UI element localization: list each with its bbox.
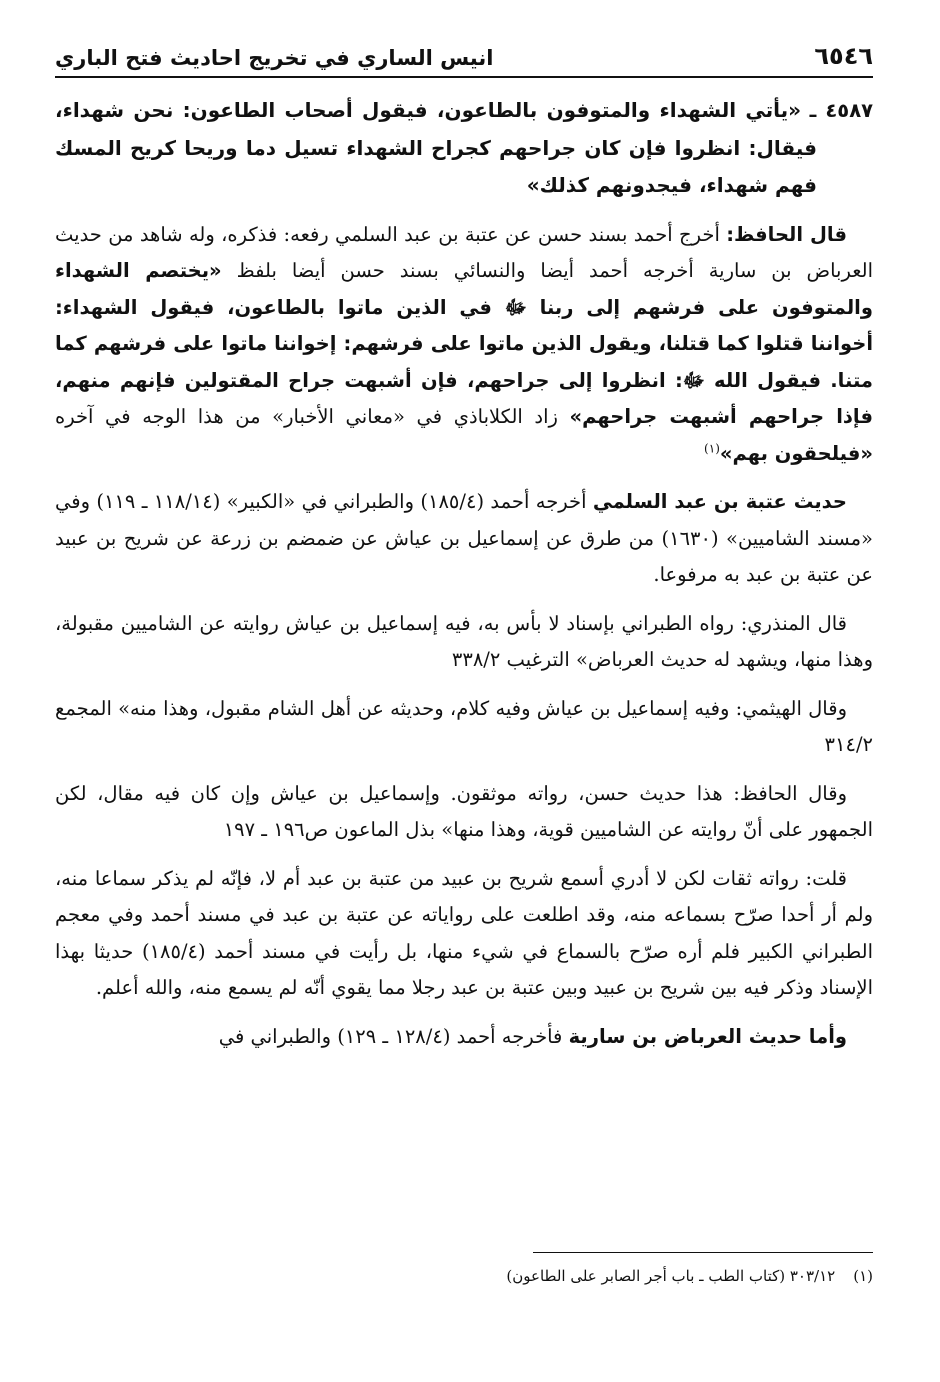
- hafiz-grading-text: وقال الحافظ: هذا حديث حسن، رواته موثقون. وإسماعيل بن عياش وإن كان فيه مقال، لكن الجمهور على أنّ روايته عن الشاميين قوية، وهذا منها» بذل الماعون ص١٩٦ ـ ١٩٧: [55, 781, 873, 841]
- irbad-text: فأخرجه أحمد (١٢٨/٤ ـ ١٢٩) والطبراني في: [218, 1024, 569, 1048]
- hadith-text: «يأتي الشهداء والمتوفون بالطاعون، فيقول أصحاب الطاعون: نحن شهداء، فيقال: انظروا فإن كان جراحهم كجراح الشهداء تسيل دما وريحا كريح المسك فهم شهداء، فيجدونهم كذلك»: [55, 98, 817, 197]
- author-note-text: قلت: رواته ثقات لكن لا أدري أسمع شريح بن عبيد من عتبة بن عبد أم لا، فإنّه لم يذكر سماعا منه، ولم أر أحدا صرّح بسماعه منه، وقد اطلعت على رواياته عن عتبة بن عبد في مسند أحمد وفي معجم الطبراني الكبير فلم أره صرّح بالسماع في شيء منها، بل رأيت في مسند أحمد (١٨٥/٤) حديثا بهذا الإسناد وذكر فيه بين شريح بن عبيد وبين عتبة بن عبد رجلا مما يقوي أنّه لم يسمع منه، والله أعلم.: [55, 866, 873, 999]
- haythami-text: وقال الهيثمي: وفيه إسماعيل بن عياش وفيه كلام، وحديثه عن أهل الشام مقبول، وهذا منه» المجمع ٣١٤/٢: [55, 696, 873, 756]
- mundhiri-text: قال المنذري: رواه الطبراني بإسناد لا بأس به، فيه إسماعيل بن عياش روايته عن الشاميين مقبولة، وهذا منها، ويشهد له حديث العرباض» الترغيب ٣٣٨/٢: [55, 611, 873, 671]
- irbad-lead: وأما حديث العرباض بن سارية: [568, 1024, 847, 1048]
- takhrij-text: أخرجه أحمد (١٨٥/٤) والطبراني في «الكبير» (١١٨/١٤ ـ ١١٩) وفي «مسند الشاميين» (١٦٣٠) من طرق عن إسماعيل بن عياش عن ضمضم بن زرعة عن شريح بن عبيد عن عتبة بن عبد به مرفوعا.: [55, 490, 873, 586]
- haythami-paragraph: [55, 691, 873, 764]
- hafiz-commentary-paragraph: [55, 217, 873, 473]
- book-page: [55, 30, 873, 1350]
- running-title: انيس الساري في تخريج احاديث فتح الباري: [55, 46, 494, 70]
- hafiz-grading-paragraph: [55, 776, 873, 849]
- mundhiri-paragraph: [55, 606, 873, 679]
- addition-quote: «فيلحقون بهم»: [719, 441, 873, 465]
- footnote-mark: (١): [853, 1267, 873, 1285]
- irbad-paragraph: [55, 1019, 873, 1056]
- hafiz-text-2: زاد الكلاباذي في «معاني الأخبار» من هذا الوجه في آخره: [55, 405, 570, 428]
- witness-quote: «يختصم الشهداء والمتوفون على فرشهم إلى ربنا ﷻ في الذين ماتوا بالطاعون، فيقول الشهداء: أخواننا قتلوا كما قتلنا، ويقول الذين ماتوا على فرشهم: إخواننا ماتوا على فرشهم كما متنا. فيقول الله ﷻ: انظروا إلى جراحهم، فإن أشبهت جراح المقتولين فإنهم منهم، فإذا جراحهم أشبهت جراحهم»: [55, 259, 873, 428]
- page-number: ٦٥٤٦: [814, 42, 873, 70]
- footnote: [55, 1264, 873, 1288]
- hafiz-lead: قال الحافظ:: [726, 222, 847, 246]
- takhrij-lead: حديث عتبة بن عبد السلمي: [592, 490, 847, 513]
- page-body: [55, 92, 873, 1055]
- takhrij-paragraph: [55, 484, 873, 594]
- footnote-text: ٣٠٣/١٢ (كتاب الطب ـ باب أجر الصابر على الطاعون): [506, 1267, 836, 1285]
- footnote-divider: [533, 1252, 873, 1253]
- hadith-number: ٤٥٨٧ ـ: [809, 99, 873, 122]
- page-header: [55, 30, 873, 78]
- hafiz-text-1: أخرج أحمد بسند حسن عن عتبة بن عبد السلمي رفعه: فذكره، وله شاهد من حديث العرباض بن سارية أخرجه أحمد أيضا والنسائي بسند حسن أيضا بلفظ: [55, 222, 873, 282]
- hadith-paragraph: [55, 92, 873, 205]
- footnote-reference[interactable]: (١): [704, 441, 720, 455]
- author-note-paragraph: [55, 861, 873, 1007]
